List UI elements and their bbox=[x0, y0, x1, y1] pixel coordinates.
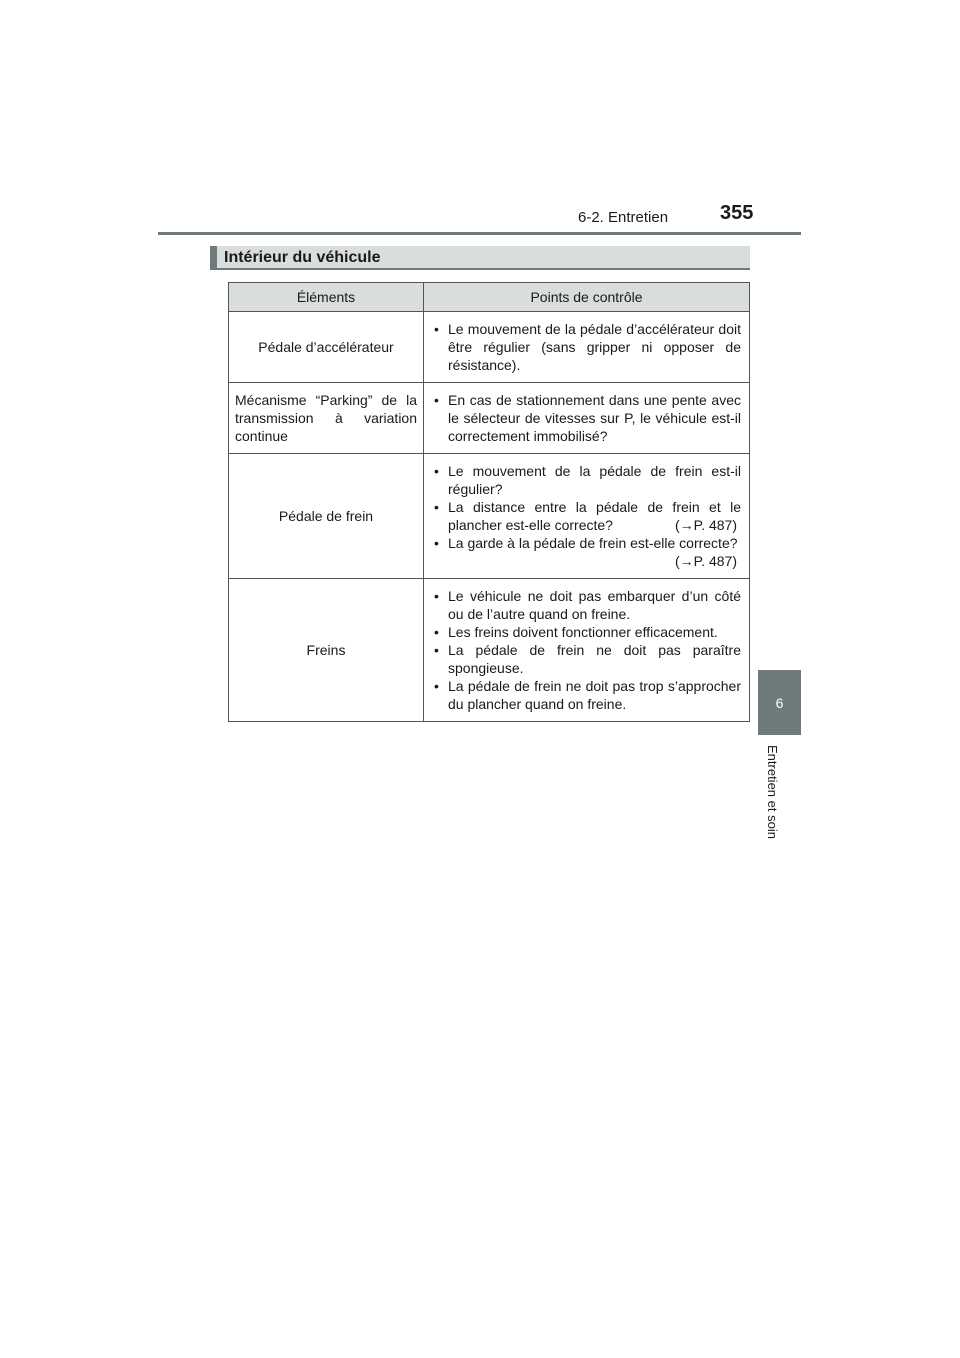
list-item bbox=[432, 462, 741, 498]
page-number: 355 bbox=[720, 202, 754, 224]
check-point-text: Le mouvement de la pédale de frein est-il régulier? bbox=[448, 463, 741, 497]
table-row bbox=[229, 312, 750, 383]
table-header-row bbox=[229, 283, 750, 312]
check-points-cell bbox=[424, 312, 750, 383]
item-cell: Pédale d’accélérateur bbox=[229, 312, 424, 383]
list-item bbox=[432, 534, 741, 569]
list-item bbox=[432, 677, 741, 713]
table-body bbox=[229, 312, 750, 722]
check-points-cell bbox=[424, 454, 750, 579]
check-point-text: En cas de stationnement dans une pente avec le sélecteur de vitesses sur P, le véhicule est-il correctement immobilisé? bbox=[448, 392, 741, 444]
check-point-text: La pédale de frein ne doit pas paraître spongieuse. bbox=[448, 642, 741, 676]
list-item bbox=[432, 391, 741, 445]
table-row bbox=[229, 454, 750, 579]
item-cell: Mécanisme “Parking” de la transmission à variation continue bbox=[229, 383, 424, 454]
list-item bbox=[432, 498, 741, 534]
header-divider bbox=[158, 232, 801, 235]
inspection-table bbox=[228, 282, 750, 722]
chapter-label: Entretien et soin bbox=[765, 745, 780, 839]
check-points-cell bbox=[424, 383, 750, 454]
table-row bbox=[229, 579, 750, 722]
check-point-text: La garde à la pédale de frein est-elle correcte? bbox=[448, 535, 738, 551]
column-header-items: Éléments bbox=[229, 283, 424, 312]
check-point-text: Le mouvement de la pédale d’accélérateur doit être régulier (sans gripper ni opposer de résistance). bbox=[448, 321, 741, 373]
chapter-tab bbox=[758, 670, 801, 735]
item-cell: Pédale de frein bbox=[229, 454, 424, 579]
check-point-text: Les freins doivent fonctionner efficacement. bbox=[448, 624, 718, 640]
check-points-list bbox=[432, 587, 741, 713]
section-title: 6-2. Entretien bbox=[578, 209, 669, 226]
check-points-list bbox=[432, 320, 741, 374]
table-row bbox=[229, 383, 750, 454]
column-header-checks: Points de contrôle bbox=[424, 283, 750, 312]
check-points-cell bbox=[424, 579, 750, 722]
check-points-list bbox=[432, 391, 741, 445]
check-points-list bbox=[432, 462, 741, 569]
section-heading: Intérieur du véhicule bbox=[210, 246, 750, 270]
page-reference: (→P. 487) bbox=[675, 517, 737, 533]
list-item bbox=[432, 320, 741, 374]
list-item bbox=[432, 587, 741, 623]
item-cell: Freins bbox=[229, 579, 424, 722]
page-reference: (→P. 487) bbox=[675, 553, 737, 569]
list-item bbox=[432, 623, 741, 641]
list-item bbox=[432, 641, 741, 677]
check-point-text: Le véhicule ne doit pas embarquer d’un côté ou de l’autre quand on freine. bbox=[448, 588, 741, 622]
check-point-text: La distance entre la pédale de frein et le plancher est-elle correcte? bbox=[448, 499, 741, 533]
check-point-text: La pédale de frein ne doit pas trop s’approcher du plancher quand on freine. bbox=[448, 678, 741, 712]
chapter-number: 6 bbox=[775, 694, 784, 711]
